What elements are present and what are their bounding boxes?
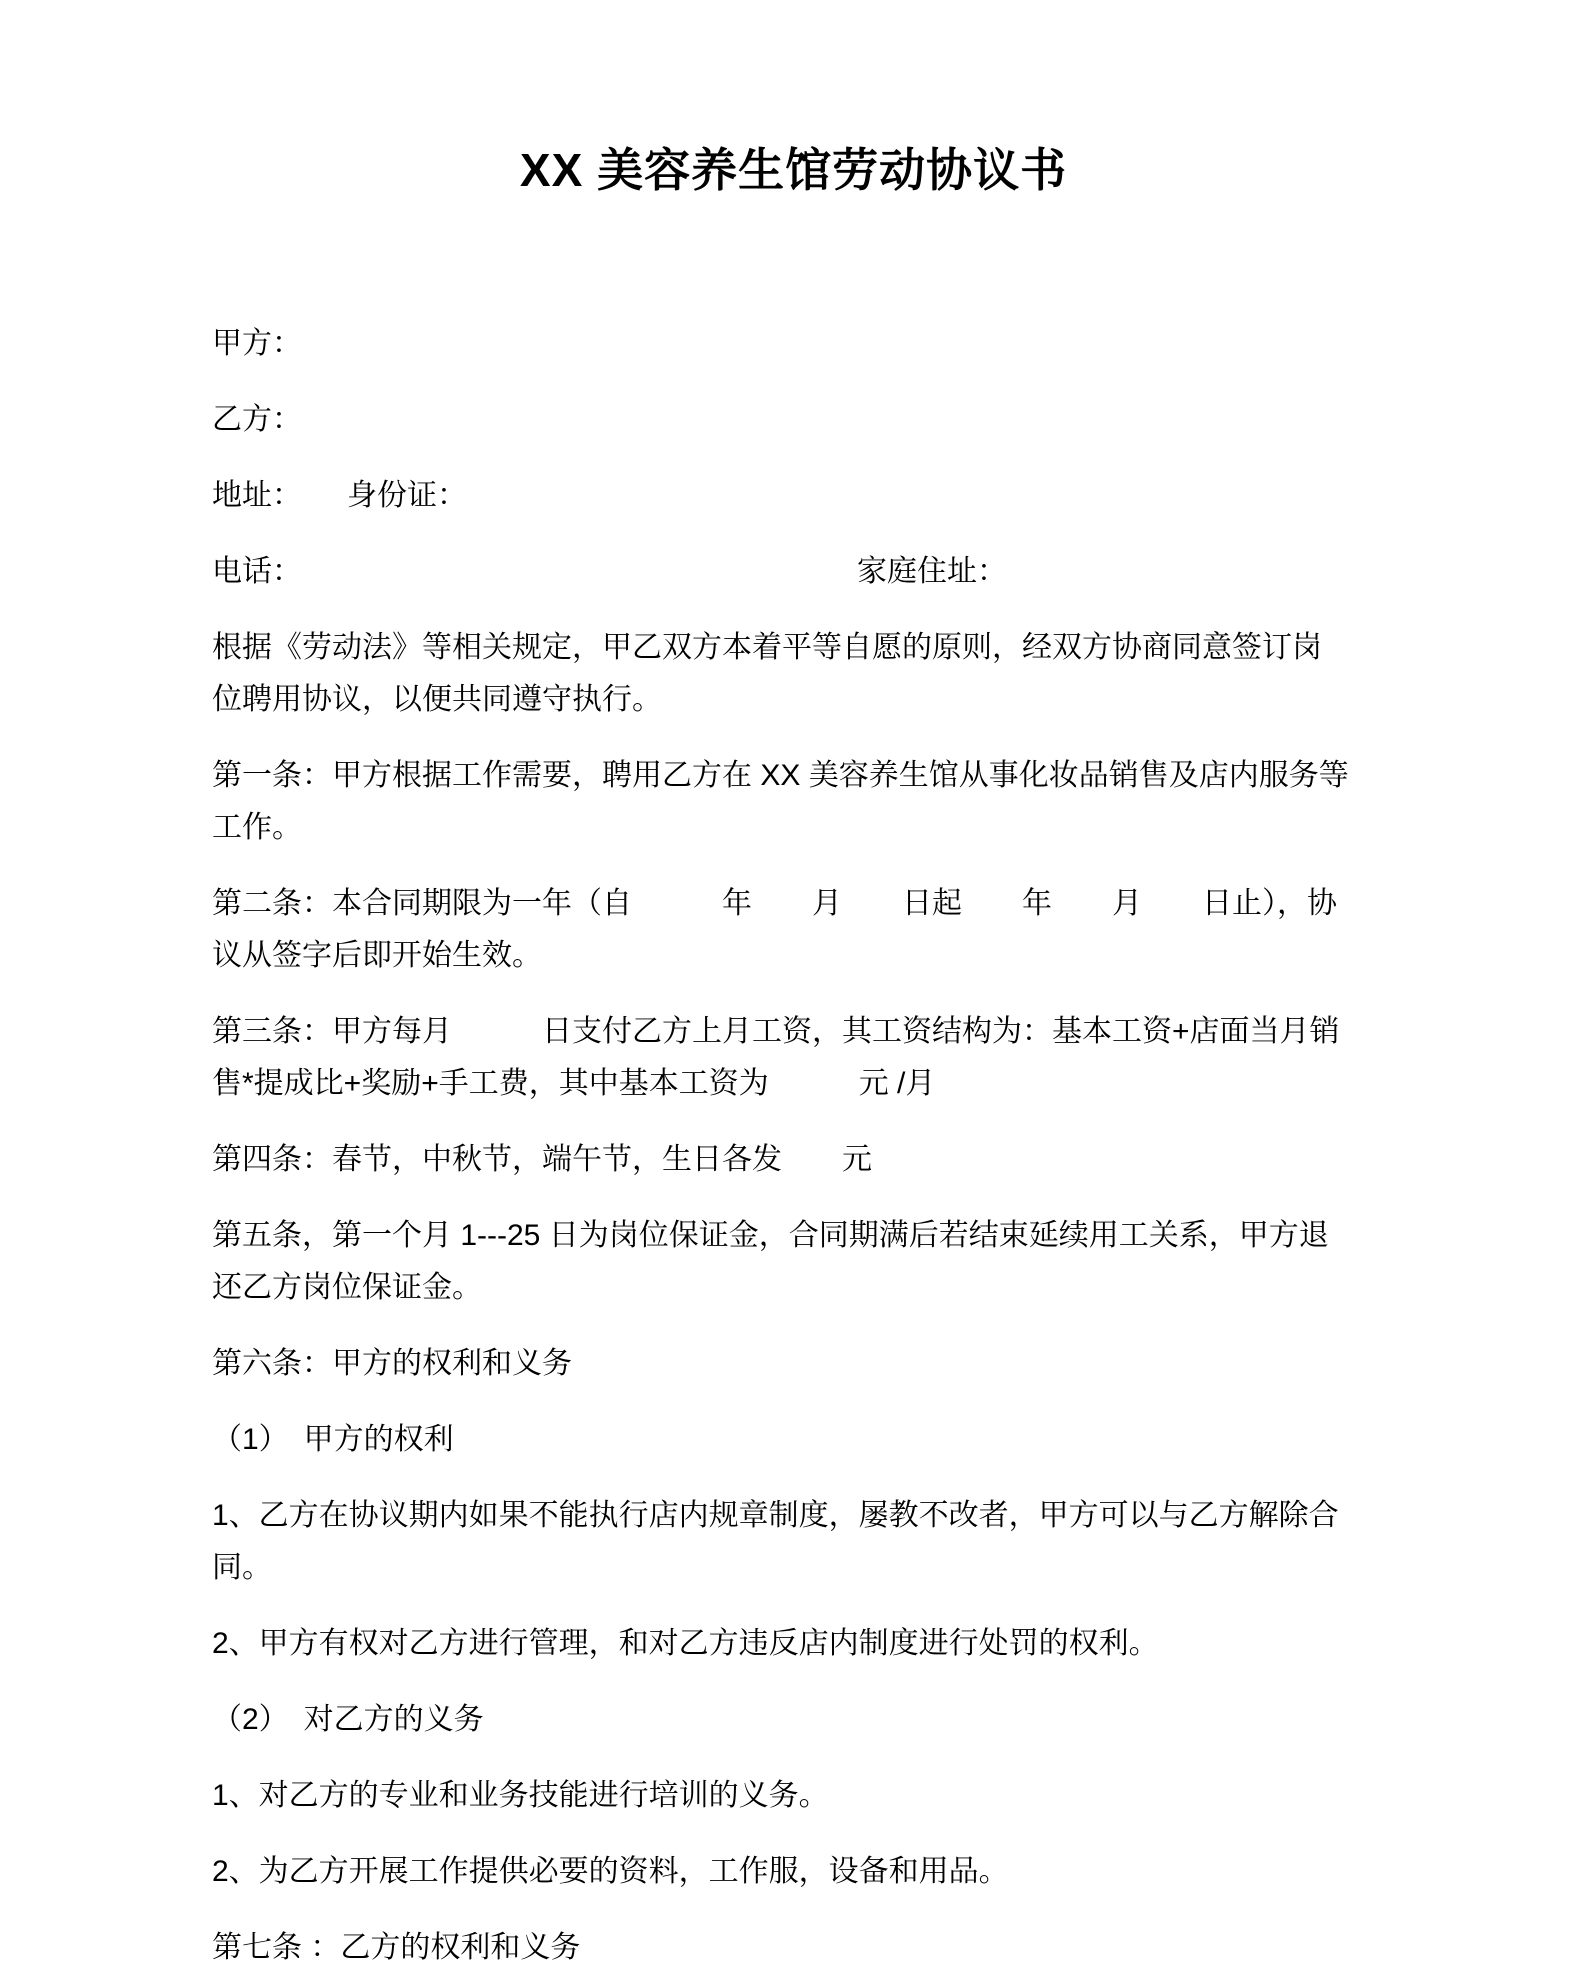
article-2-line-2: 议从签字后即开始生效。: [212, 939, 542, 972]
article-3: [212, 1006, 1392, 1110]
section-party-b-obligations-heading-line: （2） 对乙方的义务: [212, 1703, 484, 1736]
field-address-id-label: 地址： 身份证：: [212, 479, 467, 512]
party-b-obligations-item-1-line-1: 1、对乙方的专业和业务技能进行培训的义务。: [212, 1779, 829, 1812]
field-party-a: [212, 318, 1392, 370]
section-party-b-obligations-heading: [212, 1694, 1392, 1746]
article-5-line-2: 还乙方岗位保证金。: [212, 1271, 482, 1304]
article-1: [212, 750, 1392, 854]
article-4: [212, 1134, 1392, 1186]
article-2-line-1: 第二条：本合同期限为一年（自 年 月 日起 年 月 日止），协: [212, 887, 1337, 920]
field-party-b-label: 乙方：: [212, 403, 302, 436]
article-2: [212, 878, 1392, 982]
field-party-b: [212, 394, 1392, 446]
article-6-line-1: 第六条：甲方的权利和义务: [212, 1347, 572, 1380]
preamble: [212, 622, 1392, 726]
article-7: [212, 1922, 1392, 1970]
party-b-obligations-item-2-line-1: 2、为乙方开展工作提供必要的资料，工作服，设备和用品。: [212, 1855, 1009, 1888]
field-phone-home-address: [212, 546, 1392, 598]
document-title: XX 美容养生馆劳动协议书: [519, 144, 1068, 196]
document-body: [212, 318, 1392, 1970]
party-a-rights-item-1-line-1: 1、乙方在协议期内如果不能执行店内规章制度，屡教不改者，甲方可以与乙方解除合: [212, 1499, 1339, 1532]
party-a-rights-item-2-line-1: 2、甲方有权对乙方进行管理，和对乙方违反店内制度进行处罚的权利。: [212, 1627, 1159, 1660]
article-1-line-2: 工作。: [212, 811, 302, 844]
field-party-a-label: 甲方：: [212, 327, 302, 360]
party-a-rights-item-2: [212, 1618, 1392, 1670]
article-3-line-1: 第三条：甲方每月 日支付乙方上月工资，其工资结构为：基本工资+店面当月销: [212, 1015, 1340, 1048]
party-a-rights-item-1-line-2: 同。: [212, 1551, 272, 1584]
article-3-line-2: 售*提成比+奖励+手工费，其中基本工资为 元 /月: [212, 1067, 936, 1100]
preamble-line-1: 根据《劳动法》等相关规定，甲乙双方本着平等自愿的原则，经双方协商同意签订岗: [212, 631, 1322, 664]
article-5: [212, 1210, 1392, 1314]
party-b-obligations-item-1: [212, 1770, 1392, 1822]
article-1-line-1: 第一条：甲方根据工作需要，聘用乙方在 XX 美容养生馆从事化妆品销售及店内服务等: [212, 759, 1349, 792]
party-a-rights-item-1: [212, 1490, 1392, 1594]
article-5-line-1: 第五条，第一个月 1---25 日为岗位保证金，合同期满后若结束延续用工关系，甲方退: [212, 1219, 1329, 1252]
article-6: [212, 1338, 1392, 1390]
preamble-line-2: 位聘用协议，以便共同遵守执行。: [212, 683, 662, 716]
article-4-line-1: 第四条：春节，中秋节，端午节，生日各发 元: [212, 1143, 872, 1176]
field-address-id: [212, 470, 1392, 522]
section-party-a-rights-heading: [212, 1414, 1392, 1466]
field-phone-home-address-label: 电话： 家庭住址：: [212, 555, 1007, 588]
party-b-obligations-item-2: [212, 1846, 1392, 1898]
article-7-line-1: 第七条 ：乙方的权利和义务: [212, 1931, 581, 1964]
section-party-a-rights-heading-line: （1） 甲方的权利: [212, 1423, 454, 1456]
